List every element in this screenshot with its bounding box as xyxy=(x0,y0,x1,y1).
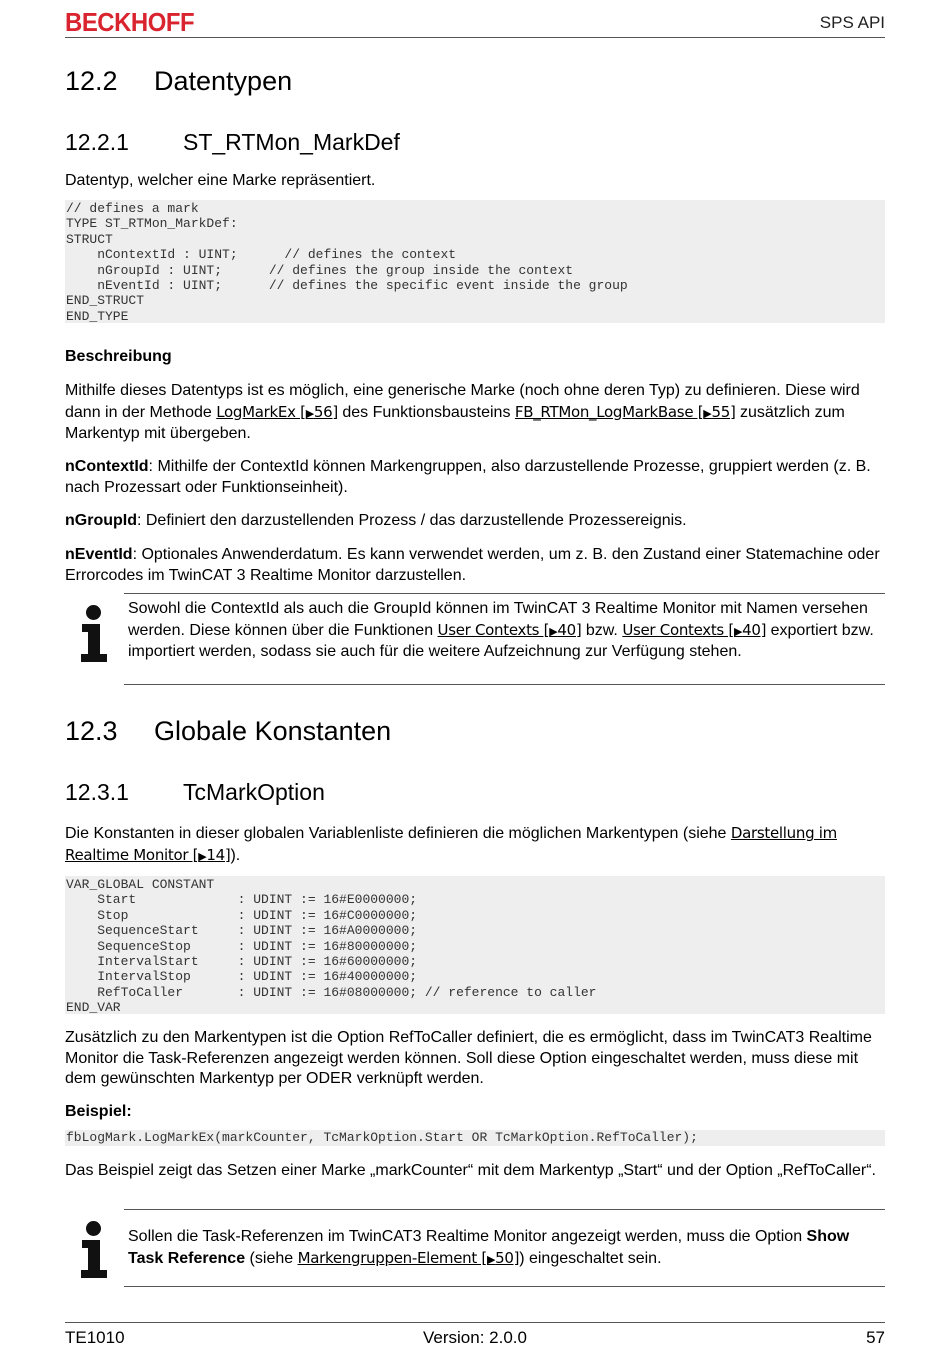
text: des Funktionsbausteins xyxy=(337,403,515,421)
note-rule-bottom xyxy=(124,684,885,685)
note-rule-top xyxy=(124,593,885,594)
note-text-contexts xyxy=(128,599,885,663)
definition: : Definiert den darzustellenden Prozess / das darzustellende Prozessereignis. xyxy=(136,512,687,529)
text: Mithilfe dieses Datentyps ist es möglich, eine generische Marke (noch ohne deren Typ) zu definieren. Diese wird dann in der Methode xyxy=(65,382,860,421)
link-markengruppen-element[interactable] xyxy=(298,1249,520,1267)
code-line: fbLogMark.LogMarkEx(markCounter, TcMarkOption.Start OR TcMarkOption.RefToCaller); xyxy=(66,1130,698,1145)
ncontextid-paragraph xyxy=(65,457,887,498)
code-block-beispiel xyxy=(65,1130,885,1146)
page-arrow-icon: ▶ xyxy=(703,406,712,420)
header-section-title: SPS API xyxy=(819,13,885,32)
definition: : Mithilfe der ContextId können Markengruppen, also darzustellende Prozesse, gruppiert werden (z. B. nach Prozessart oder Funktionseinheit). xyxy=(65,458,871,496)
footer-page-number: 57 xyxy=(866,1328,885,1347)
link-page[interactable]: 14] xyxy=(206,845,231,864)
page-arrow-icon: ▶ xyxy=(733,624,743,638)
page-arrow-icon: ▶ xyxy=(198,849,207,863)
code-line: TYPE ST_RTMon_MarkDef: xyxy=(66,216,238,232)
section-title: TcMarkOption xyxy=(183,779,325,805)
beckhoff-logo: BECKHOFF xyxy=(65,7,195,37)
page-arrow-icon: ▶ xyxy=(305,406,314,420)
intro-datatype: Datentyp, welcher eine Marke repräsentiert. xyxy=(65,172,376,189)
beispiel-heading: Beispiel: xyxy=(65,1103,132,1120)
text: (siehe xyxy=(245,1249,298,1267)
link-label[interactable]: Markengruppen-Element [ xyxy=(297,1248,487,1267)
page-arrow-icon: ▶ xyxy=(486,1252,496,1266)
footer-rule xyxy=(65,1322,885,1323)
info-icon xyxy=(80,1221,108,1277)
beschreibung-heading: Beschreibung xyxy=(65,348,172,365)
link-page[interactable]: 40] xyxy=(742,620,767,639)
beschreibung-paragraph xyxy=(65,381,887,445)
link-label[interactable]: User Contexts [ xyxy=(437,620,550,639)
link-page[interactable]: 55] xyxy=(711,402,736,421)
text: ) eingeschaltet sein. xyxy=(519,1249,662,1267)
heading-12-2 xyxy=(65,66,292,97)
link-label[interactable]: User Contexts [ xyxy=(622,620,734,639)
code-line: SequenceStart : UDINT := 16#A0000000; xyxy=(66,923,418,939)
text: ). xyxy=(230,846,241,864)
code-line: Start : UDINT := 16#E0000000; xyxy=(66,892,418,908)
intro-constants xyxy=(65,823,887,867)
section-title: Globale Konstanten xyxy=(154,716,392,746)
link-user-contexts-import[interactable] xyxy=(622,621,766,639)
section-number: 12.2 xyxy=(65,66,118,96)
info-icon xyxy=(80,605,108,661)
page-arrow-icon: ▶ xyxy=(549,624,558,638)
link-page[interactable]: 56] xyxy=(313,402,338,421)
code-line: STRUCT xyxy=(66,231,113,247)
code-line: END_VAR xyxy=(66,1000,121,1016)
ngroupid-paragraph xyxy=(65,511,887,532)
heading-12-3 xyxy=(65,716,391,747)
footer-version: Version: 2.0.0 xyxy=(423,1328,527,1347)
code-line: // defines a mark xyxy=(66,201,199,216)
code-line: END_STRUCT xyxy=(66,293,145,309)
text: zusätzlich zum Markentyp mit übergeben. xyxy=(65,403,845,442)
heading-12-2-1 xyxy=(65,129,400,156)
footer-doc-id: TE1010 xyxy=(65,1328,125,1347)
text: bzw. xyxy=(581,621,623,639)
note-rule-top xyxy=(124,1209,885,1210)
term: nEventId xyxy=(65,546,133,563)
beispiel-paragraph: Das Beispiel zeigt das Setzen einer Marke „markCounter“ mit dem Markentyp „Start“ und der Option „RefToCaller“. xyxy=(65,1162,876,1179)
section-title: ST_RTMon_MarkDef xyxy=(183,129,400,155)
note-text-task-reference xyxy=(128,1227,885,1270)
link-page[interactable]: 50] xyxy=(495,1248,520,1267)
text: Sowohl die ContextId als auch die GroupId können im TwinCAT 3 Realtime Monitor mit Namen versehen werden. Diese können über die Funktionen xyxy=(128,600,868,639)
code-line: Stop : UDINT := 16#C0000000; xyxy=(66,907,418,923)
code-line: nGroupId : UINT; // defines the group inside the context xyxy=(66,262,574,278)
section-number: 12.3.1 xyxy=(65,779,129,805)
code-line: END_TYPE xyxy=(66,308,129,324)
code-line: nEventId : UINT; // defines the specific event inside the group xyxy=(66,278,628,294)
section-title: Datentypen xyxy=(154,66,293,96)
text: exportiert bzw. importiert werden, sodass sie auch für die weitere Aufzeichnung zur Verfügung stehen. xyxy=(128,621,874,660)
link-label[interactable]: Darstellung im Realtime Monitor [ xyxy=(65,824,837,864)
note-rule-bottom xyxy=(124,1286,885,1287)
heading-12-3-1 xyxy=(65,779,325,806)
code-line: IntervalStart : UDINT := 16#60000000; xyxy=(66,954,418,970)
code-line: nContextId : UINT; // defines the context xyxy=(66,247,457,263)
section-number: 12.2.1 xyxy=(65,129,129,155)
link-label[interactable]: FB_RTMon_LogMarkBase [ xyxy=(514,402,704,421)
link-fb-rtmon-logmarkbase[interactable] xyxy=(515,403,736,421)
option-name: Show Task Reference xyxy=(128,1228,850,1267)
link-page[interactable]: 40] xyxy=(557,620,582,639)
definition: : Optionales Anwenderdatum. Es kann verwendet werden, um z. B. den Zustand einer Statemachine oder Errorcodes im TwinCAT 3 Realtime Monitor darzustellen. xyxy=(65,546,880,584)
link-user-contexts-export[interactable] xyxy=(438,621,582,639)
reftocaller-paragraph: Zusätzlich zu den Markentypen ist die Option RefToCaller definiert, die es ermöglicht, dass im TwinCAT3 Realtime Monitor die Task-Referenzen angezeigt werden können. Soll diese Option eingeschaltet werden, muss diese mit dem gewünschten Markentyp per ODER verknüpft werden. xyxy=(65,1029,872,1087)
neventid-paragraph xyxy=(65,545,887,586)
text: Die Konstanten in dieser globalen Variablenliste definieren die möglichen Markentypen (siehe xyxy=(65,825,731,842)
code-block-tcmarkoption xyxy=(65,876,885,1014)
code-line: IntervalStop : UDINT := 16#40000000; xyxy=(66,969,418,985)
term: nContextId xyxy=(65,458,149,475)
link-label[interactable]: LogMarkEx [ xyxy=(216,402,306,421)
code-line: SequenceStop : UDINT := 16#80000000; xyxy=(66,938,418,954)
code-line: RefToCaller : UDINT := 16#08000000; // reference to caller xyxy=(66,984,597,1000)
text: Sollen die Task-Referenzen im TwinCAT3 Realtime Monitor angezeigt werden, muss die Option xyxy=(128,1228,807,1245)
code-block-markdef xyxy=(65,200,885,323)
code-line: VAR_GLOBAL CONSTANT xyxy=(66,877,215,892)
term: nGroupId xyxy=(65,512,137,529)
link-logmarkex[interactable] xyxy=(216,403,338,421)
header-rule xyxy=(65,37,885,38)
section-number: 12.3 xyxy=(65,716,118,746)
